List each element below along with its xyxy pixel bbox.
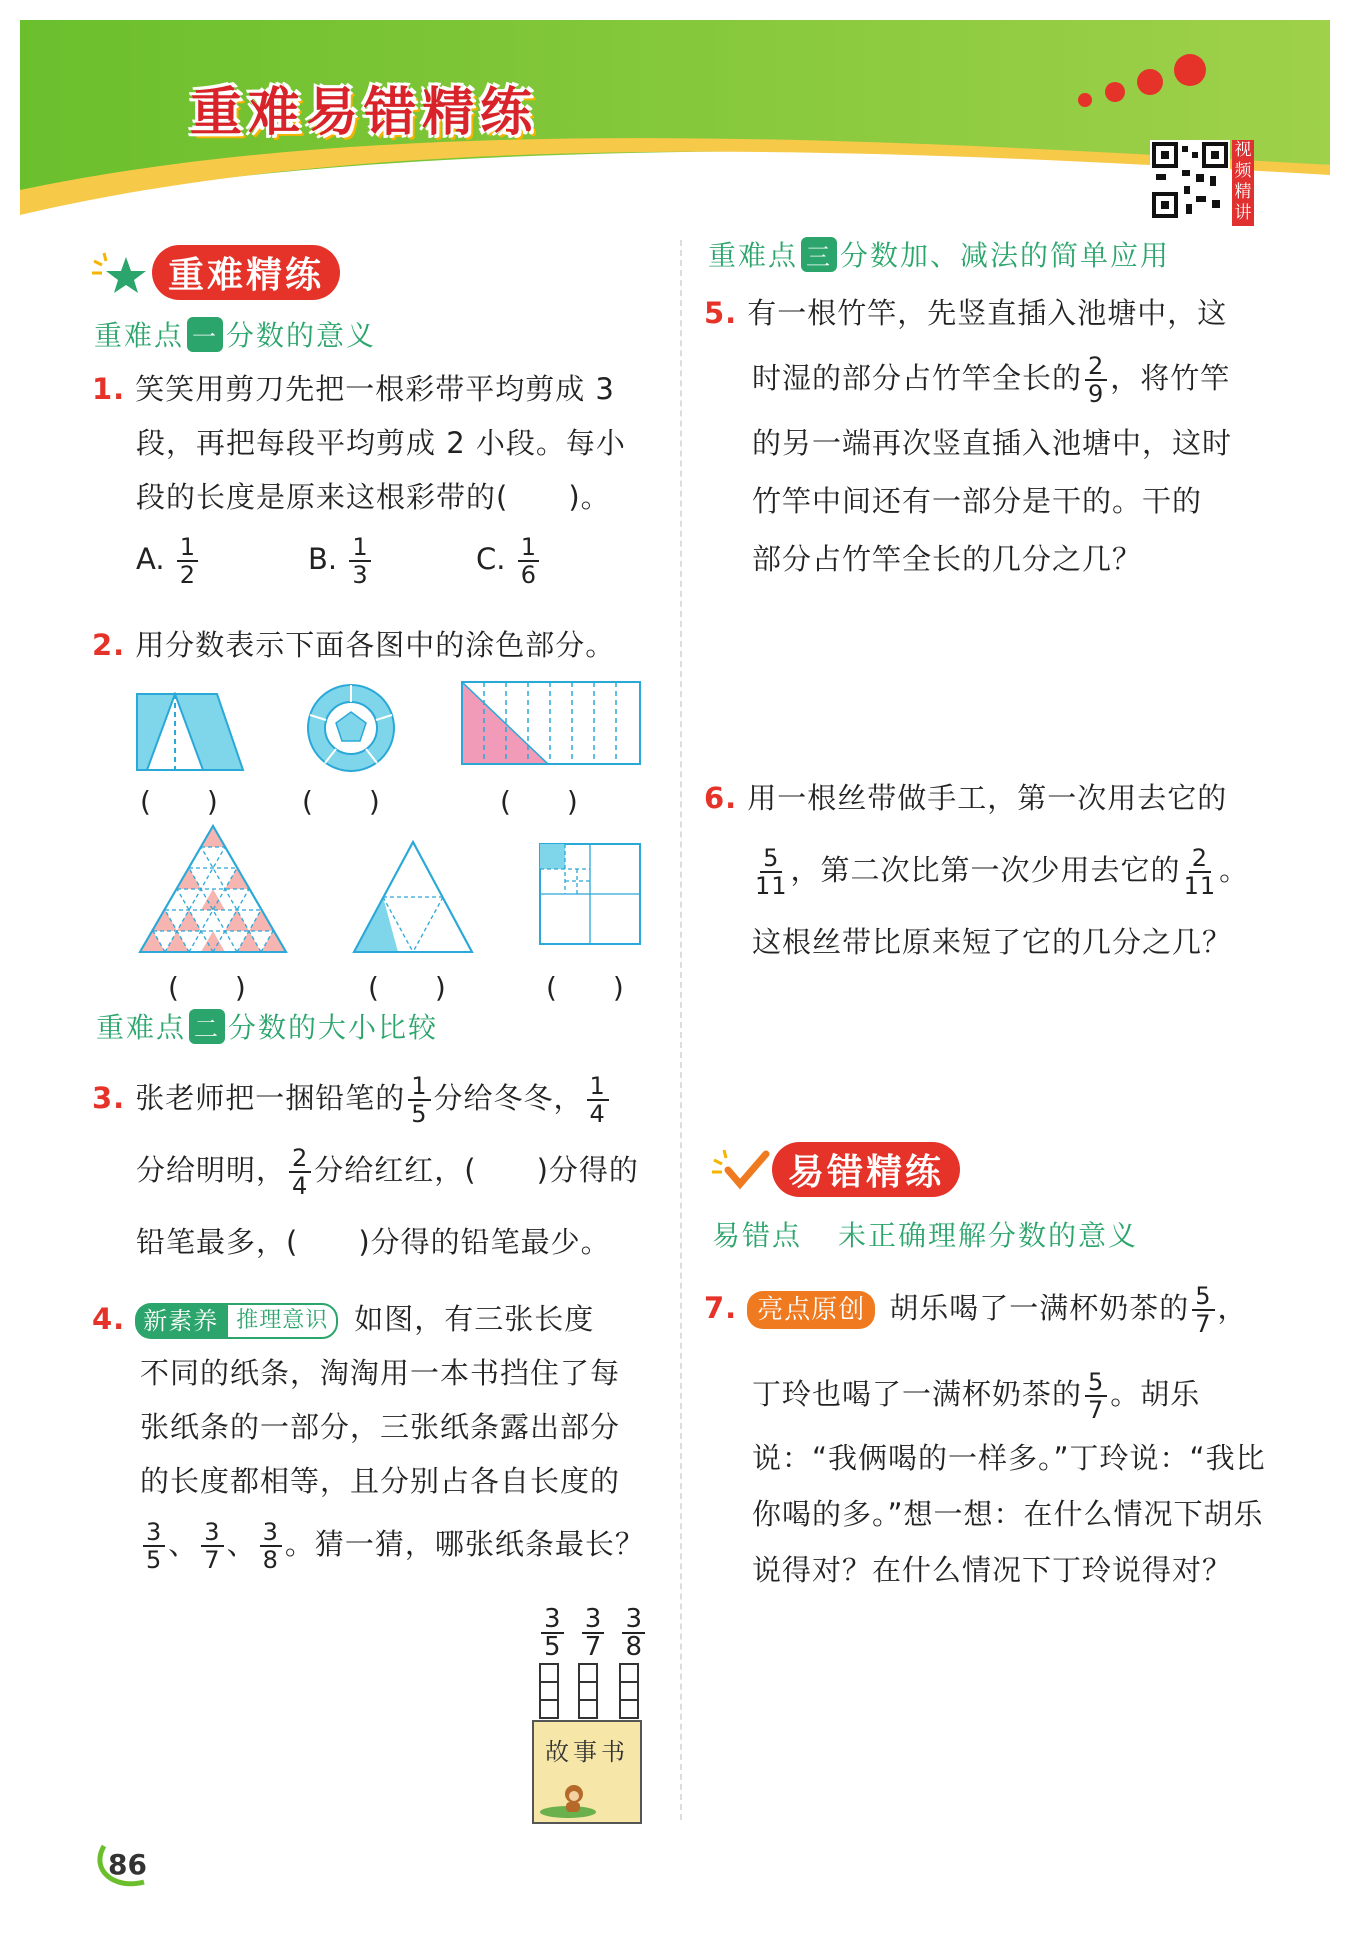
section-hard-head: [90, 245, 340, 300]
numerator: 2: [1085, 353, 1107, 381]
paper-strips: [536, 1662, 648, 1722]
question-3-text: 分给红红，( )分得的: [314, 1153, 639, 1187]
question-2: [92, 618, 615, 672]
denominator: 8: [262, 1546, 279, 1574]
denominator: 11: [1183, 872, 1217, 900]
question-4-line: 张纸条的一部分，三张纸条露出部分: [140, 1410, 621, 1444]
question-3-text: 分给冬冬，: [433, 1081, 584, 1115]
question-1-line: 段，再把每段平均剪成 2 小段。每小: [136, 426, 626, 460]
trapezoid-figure: [135, 692, 245, 772]
question-5-line: 有一根竹竿，先竖直插入池塘中，这: [747, 296, 1228, 330]
separator: 、: [226, 1527, 257, 1561]
denominator: 7: [1195, 1310, 1212, 1338]
kp-error-prefix: 易错点: [712, 1219, 803, 1252]
kp-2: [96, 1006, 438, 1046]
kp-1-text: 分数的意义: [226, 319, 377, 352]
kp-2-num: 二: [189, 1009, 225, 1044]
denominator: 5: [544, 1632, 561, 1662]
triangle-grid-figure: [138, 824, 288, 954]
circle-figure: [305, 682, 397, 774]
question-4-line: 的长度都相等，且分别占各自长度的: [140, 1464, 621, 1498]
question-7-line: ，: [1217, 1291, 1248, 1325]
storybook: [532, 1720, 642, 1824]
answer-blank[interactable]: ( ): [140, 785, 218, 818]
numerator: 3: [201, 1519, 223, 1547]
kp-1: [94, 314, 376, 354]
numerator: 2: [1189, 845, 1211, 873]
question-2-number: 2.: [92, 628, 126, 662]
option-c[interactable]: [476, 534, 542, 588]
numerator: 5: [1192, 1283, 1214, 1311]
denominator: 4: [292, 1172, 309, 1200]
kp-3: [708, 234, 1170, 274]
question-4-line: 。猜一猜，哪张纸条最长？: [284, 1527, 645, 1561]
star-icon: [90, 251, 152, 295]
answer-blank[interactable]: ( ): [546, 971, 624, 1004]
question-5-line: 的另一端再次竖直插入池塘中，这时: [752, 426, 1233, 460]
original-badge: 亮点原创: [747, 1291, 875, 1329]
denominator: 8: [625, 1632, 642, 1662]
new-literacy-badge: 新素养: [135, 1303, 226, 1339]
question-3-text: 分给明明，: [136, 1153, 287, 1187]
denominator: 6: [520, 561, 536, 589]
question-4-line: 如图，有三张长度: [354, 1302, 595, 1336]
option-b[interactable]: [308, 534, 374, 588]
storybook-title: 故事书: [545, 1738, 629, 1766]
kp-error-text: 未正确理解分数的意义: [838, 1219, 1139, 1252]
numerator: 1: [408, 1073, 430, 1101]
question-6-line: ，第二次比第一次少用去它的: [790, 853, 1181, 887]
section-error-title: 易错精练: [772, 1142, 960, 1197]
kp-2-prefix: 重难点: [96, 1011, 187, 1044]
numerator: 3: [260, 1519, 282, 1547]
question-7-line: 丁玲也喝了一满杯奶茶的: [752, 1377, 1083, 1411]
check-icon: [710, 1148, 772, 1192]
page-title: 重难易错精练: [190, 83, 539, 143]
separator: 、: [168, 1527, 199, 1561]
kp-2-text: 分数的大小比较: [228, 1011, 439, 1044]
kp-error: [712, 1214, 1138, 1254]
answer-blank[interactable]: ( ): [168, 971, 246, 1004]
answer-blank[interactable]: ( ): [500, 785, 578, 818]
question-5-number: 5.: [704, 296, 738, 330]
question-6: [704, 762, 1274, 978]
section-error-head: [710, 1142, 960, 1197]
option-label: C.: [476, 542, 506, 576]
kp-3-num: 三: [801, 237, 837, 272]
denominator: 3: [352, 561, 368, 589]
question-4-number: 4.: [92, 1302, 126, 1336]
question-1-line: 笑笑用剪刀先把一根彩带平均剪成 3: [135, 372, 615, 406]
numerator: 5: [1085, 1369, 1107, 1397]
denominator: 7: [584, 1632, 602, 1662]
denominator: 5: [146, 1546, 163, 1574]
qr-label: 视频精讲: [1232, 140, 1254, 226]
question-7-line: 你喝的多。”想一想：在什么情况下胡乐: [752, 1497, 1264, 1531]
triangle-figure: [352, 840, 474, 954]
numerator: 1: [349, 534, 370, 562]
numerator: 2: [289, 1145, 311, 1173]
question-6-number: 6.: [704, 781, 738, 815]
answer-blank[interactable]: ( ): [302, 785, 380, 818]
numerator: 3: [622, 1606, 645, 1634]
qr-code-icon[interactable]: [1150, 140, 1230, 220]
square-figure: [538, 842, 642, 946]
question-7-line: 。胡乐: [1110, 1377, 1201, 1411]
question-7: [704, 1272, 1274, 1598]
numerator: 3: [582, 1606, 605, 1634]
question-5-line: 部分占竹竿全长的几分之几？: [752, 542, 1143, 576]
question-2-text: 用分数表示下面各图中的涂色部分。: [135, 628, 616, 662]
kp-3-text: 分数加、减法的简单应用: [840, 239, 1171, 272]
question-7-number: 7.: [704, 1291, 738, 1325]
question-7-line: 胡乐喝了一满杯奶茶的: [889, 1291, 1190, 1325]
denominator: 5: [411, 1100, 428, 1128]
kp-3-prefix: 重难点: [708, 239, 799, 272]
section-hard-title: 重难精练: [152, 245, 340, 300]
question-5: [704, 284, 1264, 588]
numerator: 1: [177, 534, 198, 562]
page-number: 86: [108, 1848, 147, 1881]
rectangle-triangle-figure: [460, 680, 642, 766]
question-3-text: 张老师把一捆铅笔的: [135, 1081, 406, 1115]
option-label: A.: [136, 542, 165, 576]
option-a[interactable]: [136, 534, 201, 588]
denominator: 11: [755, 872, 788, 900]
question-5-line: ，将竹竿: [1110, 361, 1231, 395]
kp-1-prefix: 重难点: [94, 319, 185, 352]
denominator: 9: [1088, 380, 1105, 408]
question-1-number: 1.: [92, 372, 126, 406]
numerator: 3: [541, 1606, 564, 1634]
question-5-line: 时湿的部分占竹竿全长的: [752, 361, 1083, 395]
reasoning-badge: 推理意识: [226, 1303, 338, 1339]
question-5-line: 竹竿中间还有一部分是干的。干的: [752, 484, 1203, 518]
kp-1-num: 一: [187, 317, 223, 352]
question-6-line: 这根丝带比原来短了它的几分之几？: [752, 925, 1233, 959]
question-6-line: 用一根丝带做手工，第一次用去它的: [747, 781, 1228, 815]
numerator: 3: [143, 1519, 165, 1547]
option-label: B.: [308, 542, 338, 576]
question-3-number: 3.: [92, 1081, 126, 1115]
denominator: 4: [589, 1100, 606, 1128]
numerator: 1: [587, 1073, 609, 1101]
strip-labels: [538, 1606, 648, 1660]
numerator: 1: [518, 534, 539, 562]
denominator: 7: [1088, 1396, 1105, 1424]
question-1-line: 段的长度是原来这根彩带的( )。: [136, 480, 611, 514]
question-7-line: 说：“我俩喝的一样多。”丁玲说：“我比: [752, 1441, 1266, 1475]
column-divider: [680, 240, 682, 1820]
monkey-icon: [538, 1778, 598, 1818]
question-4: [92, 1292, 662, 1580]
question-6-line: 。: [1219, 853, 1250, 887]
denominator: 7: [204, 1546, 221, 1574]
answer-blank[interactable]: ( ): [368, 971, 446, 1004]
question-1: [92, 362, 652, 524]
question-7-line: 说得对？在什么情况下丁玲说得对？: [752, 1553, 1233, 1587]
numerator: 5: [760, 845, 782, 873]
question-3-text: 铅笔最多，( )分得的铅笔最少。: [136, 1225, 611, 1259]
question-3: [92, 1062, 662, 1278]
denominator: 2: [179, 561, 196, 589]
question-4-line: 不同的纸条，淘淘用一本书挡住了每: [140, 1356, 621, 1390]
